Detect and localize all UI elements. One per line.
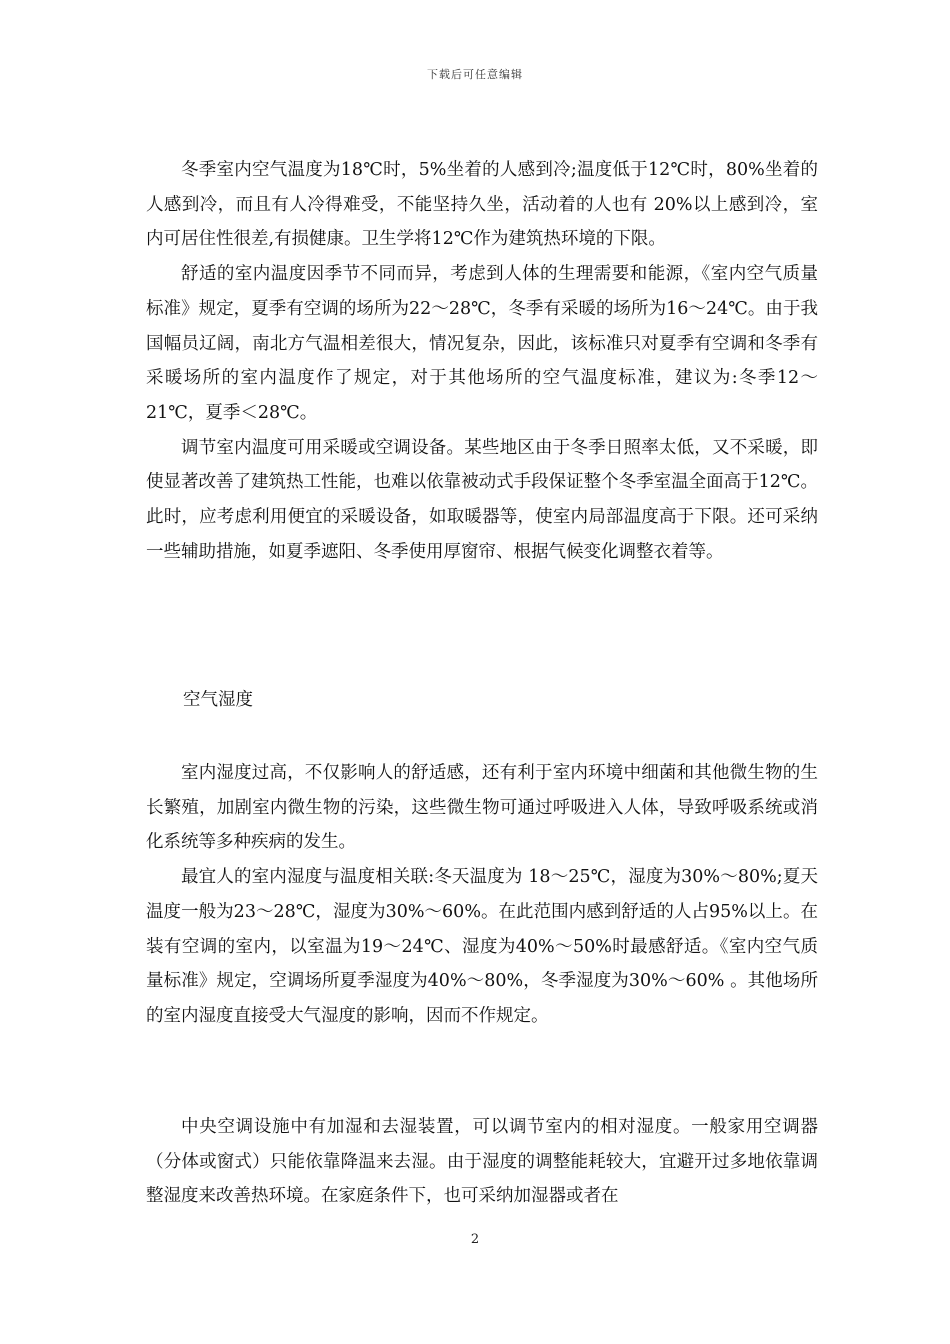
paragraph-humidity-health: 室内湿度过高，不仅影响人的舒适感，还有利于室内环境中细菌和其他微生物的生长繁殖，加剧室内微生物的污染，这些微生物可通过呼吸进入人体，导致呼吸系统或消化系统等多种疾病的发生。	[146, 763, 818, 853]
page-number: 2	[470, 1232, 480, 1247]
paragraph-humidity-regulation: 中央空调设施中有加湿和去湿装置，可以调节室内的相对湿度。一般家用空调器（分体或窗式）只能依靠降温来去湿。由于湿度的调整能耗较大，宜避开过多地依靠调整湿度来改善热环境。在家庭条件下，也可采纳加湿器或者在	[146, 1117, 818, 1207]
paragraph-winter-temperature: 冬季室内空气温度为18℃时，5%坐着的人感到冷;温度低于12℃时，80%坐着的人感到冷，而且有人冷得难受，不能坚持久坐，活动着的人也有 20%以上感到冷，室内可居住性很差,有损健康。卫生学将12℃作为建筑热环境的下限。	[146, 160, 818, 250]
humidity-text-block	[146, 756, 818, 1034]
paragraph-comfort-temperature: 舒适的室内温度因季节不同而异，考虑到人体的生理需要和能源，《室内空气质量标准》规定，夏季有空调的场所为22～28℃，冬季有采暖的场所为16～24℃。由于我国幅员辽阔，南北方气温相差很大，情况复杂，因此，该标准只对夏季有空调和冬季有采暖场所的室内温度作了规定，对于其他场所的空气温度标准，建议为:冬季12～21℃，夏季＜28℃。	[146, 264, 818, 423]
section-heading-air-humidity: 空气湿度	[183, 690, 253, 710]
page-header: 下载后可任意编辑	[427, 68, 523, 81]
humidity-regulation-text-block	[146, 1110, 818, 1214]
temperature-text-block	[146, 153, 818, 569]
paragraph-humidity-standard: 最宜人的室内湿度与温度相关联:冬天温度为 18～25℃，湿度为30%～80%;夏天温度一般为23～28℃，湿度为30%～60%。在此范围内感到舒适的人占95%以上。在装有空调的室内，以室温为19～24℃、湿度为40%～50%时最感舒适。《室内空气质量标准》规定，空调场所夏季湿度为40%～80%，冬季湿度为30%～60% 。其他场所的室内湿度直接受大气湿度的影响，因而不作规定。	[146, 867, 818, 1026]
paragraph-temperature-regulation: 调节室内温度可用采暖或空调设备。某些地区由于冬季日照率太低，又不采暖，即使显著改善了建筑热工性能，也难以依靠被动式手段保证整个冬季室温全面高于12℃。此时，应考虑利用便宜的采暖设备，如取暖器等，使室内局部温度高于下限。还可采纳一些辅助措施，如夏季遮阳、冬季使用厚窗帘、根据气候变化调整衣着等。	[146, 437, 818, 562]
